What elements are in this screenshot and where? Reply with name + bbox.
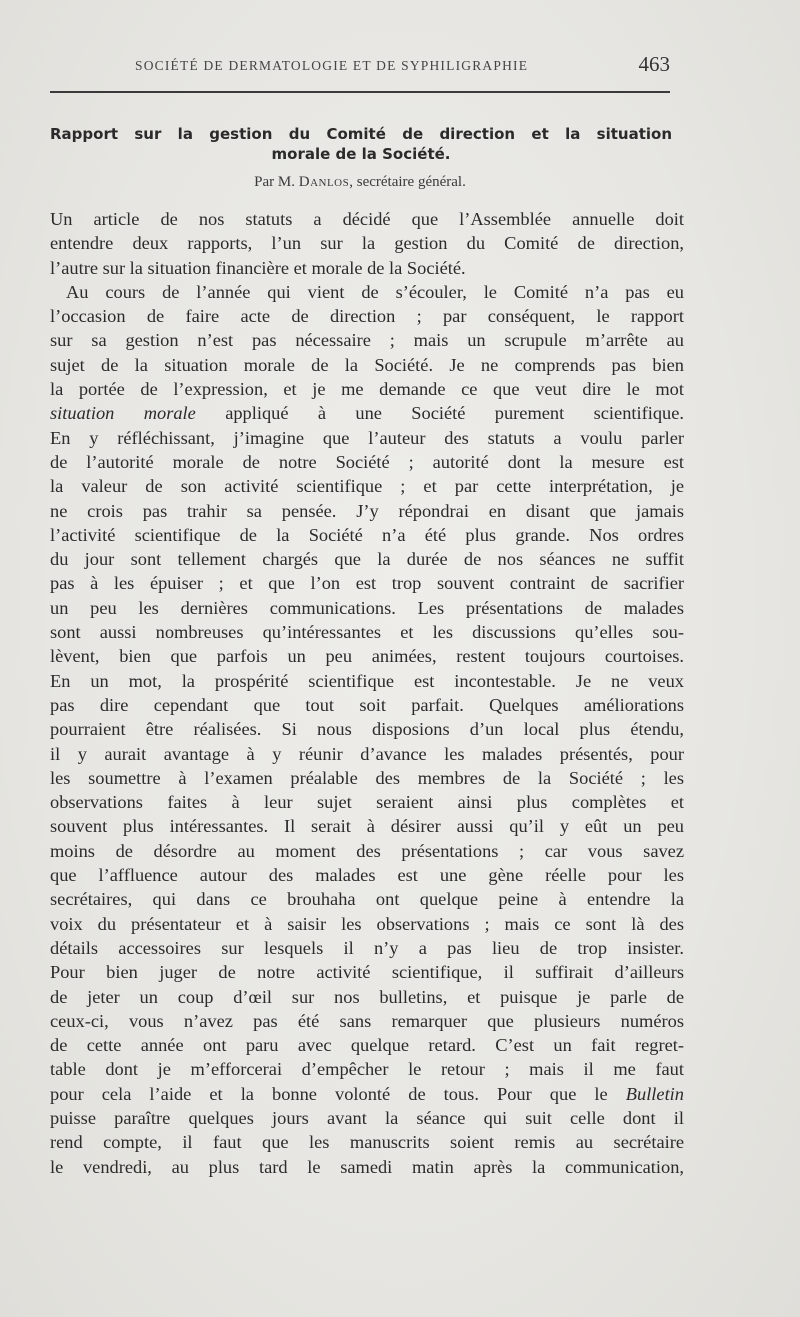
text-line: que l’affluence autour des malades est une gène réelle pour les: [50, 865, 684, 886]
text-line: En un mot, la prospérité scientifique est incontestable. Je ne veux: [50, 670, 684, 691]
text-line-with-italic: [50, 401, 684, 425]
text-line: entendre deux rapports, l’un sur la gestion du Comité de direction,: [50, 233, 684, 254]
text-line: observations faites à leur sujet seraient ainsi plus complètes et: [50, 792, 684, 813]
text-line: secrétaires, qui dans ce brouhaha ont quelque peine à entendre la: [50, 889, 684, 910]
text-line: sujet de la situation morale de la Société. Je ne comprends pas bien: [50, 354, 684, 375]
text-line: puisse paraître quelques jours avant la séance qui suit celle dont il: [50, 1107, 684, 1128]
article-title: [50, 124, 672, 164]
byline-suffix: , secrétaire général.: [349, 174, 466, 190]
text-line: table dont je m’efforcerai d’empêcher le retour ; mais il me faut: [50, 1059, 684, 1080]
body-text: [50, 207, 684, 1179]
running-header: [50, 52, 670, 82]
text-line: sont aussi nombreuses qu’intéressantes et les discussions qu’elles sou-: [50, 622, 684, 643]
text-line: l’activité scientifique de la Société n’a été plus grande. Nos ordres: [50, 524, 684, 545]
byline-prefix: Par M.: [254, 174, 295, 190]
text-line: la portée de l’expression, et je me demande ce que veut dire le mot: [50, 379, 684, 400]
text-line-with-italic: [50, 1082, 684, 1106]
text-line: de jeter un coup d’œil sur nos bulletins, et puisque je parle de: [50, 986, 684, 1007]
text-line: un peu les dernières communications. Les présentations de malades: [50, 597, 684, 618]
article-title-line-2: morale de la Société.: [271, 145, 451, 163]
text-line: En y réfléchissant, j’imagine que l’auteur des statuts a voulu parler: [50, 427, 684, 448]
text-line: Au cours de l’année qui vient de s’écouler, le Comité n’a pas eu: [66, 281, 684, 302]
text-line: du jour sont tellement chargés que la durée de nos séances ne suffit: [50, 549, 684, 570]
text-line: Un article de nos statuts a décidé que l’Assemblée annuelle doit: [50, 209, 684, 229]
text-line: l’autre sur la situation financière et morale de la Société.: [50, 257, 466, 278]
text-line: l’occasion de faire acte de direction ; par conséquent, le rapport: [50, 306, 684, 327]
text-line: de cette année ont paru avec quelque retard. C’est un fait regret-: [50, 1035, 684, 1056]
text-line: pas dire cependant que tout soit parfait. Quelques améliorations: [50, 694, 684, 715]
text-line: les soumettre à l’examen préalable des membres de la Société ; les: [50, 767, 684, 788]
article-title-line-1: Rapport sur la gestion du Comité de direction et la situation: [50, 125, 672, 143]
text-line: pas à les épuiser ; et que l’on est trop souvent contraint de sacrifier: [50, 573, 684, 594]
text-line: sur sa gestion n’est pas nécessaire ; mais un scrupule m’arrête au: [50, 330, 684, 351]
text-line: moins de désordre au moment des présentations ; car vous savez: [50, 840, 684, 861]
byline-author: Danlos: [298, 174, 350, 190]
text-line: il y aurait avantage à y réunir d’avance les malades présentés, pour: [50, 743, 684, 764]
italic-bulletin: Bulletin: [625, 1083, 684, 1104]
header-rule: [50, 91, 670, 93]
text-line: ceux-ci, vous n’avez pas été sans remarquer que plusieurs numéros: [50, 1010, 684, 1031]
running-title: SOCIÉTÉ DE DERMATOLOGIE ET DE SYPHILIGRAPHIE: [135, 58, 529, 73]
text-line: ne crois pas trahir sa pensée. J’y répondrai en disant que jamais: [50, 500, 684, 521]
text-line-rest: appliqué à une Société purement scientifique.: [225, 403, 684, 424]
page-number: 463: [638, 52, 670, 76]
text-line: de l’autorité morale de notre Société ; autorité dont la mesure est: [50, 451, 684, 472]
text-line: le vendredi, au plus tard le samedi matin après la communication,: [50, 1156, 684, 1177]
text-line: souvent plus intéressantes. Il serait à désirer aussi qu’il y eût un peu: [50, 816, 684, 837]
byline: [50, 174, 670, 191]
text-line-start: pour cela l’aide et la bonne volonté de tous. Pour que le: [50, 1083, 608, 1104]
text-line: Pour bien juger de notre activité scientifique, il suffirait d’ailleurs: [50, 962, 684, 983]
text-line: détails accessoires sur lesquels il n’y a pas lieu de trop insister.: [50, 937, 684, 958]
italic-situation-morale: situation morale: [50, 403, 196, 424]
text-line: rend compte, il faut que les manuscrits soient remis au secrétaire: [50, 1132, 684, 1153]
text-line: la valeur de son activité scientifique ; et par cette interprétation, je: [50, 476, 684, 497]
text-line: voix du présentateur et à saisir les observations ; mais ce sont là des: [50, 913, 684, 934]
text-line: pourraient être réalisées. Si nous disposions d’un local plus étendu,: [50, 719, 684, 740]
text-line: lèvent, bien que parfois un peu animées, restent toujours courtoises.: [50, 646, 684, 667]
